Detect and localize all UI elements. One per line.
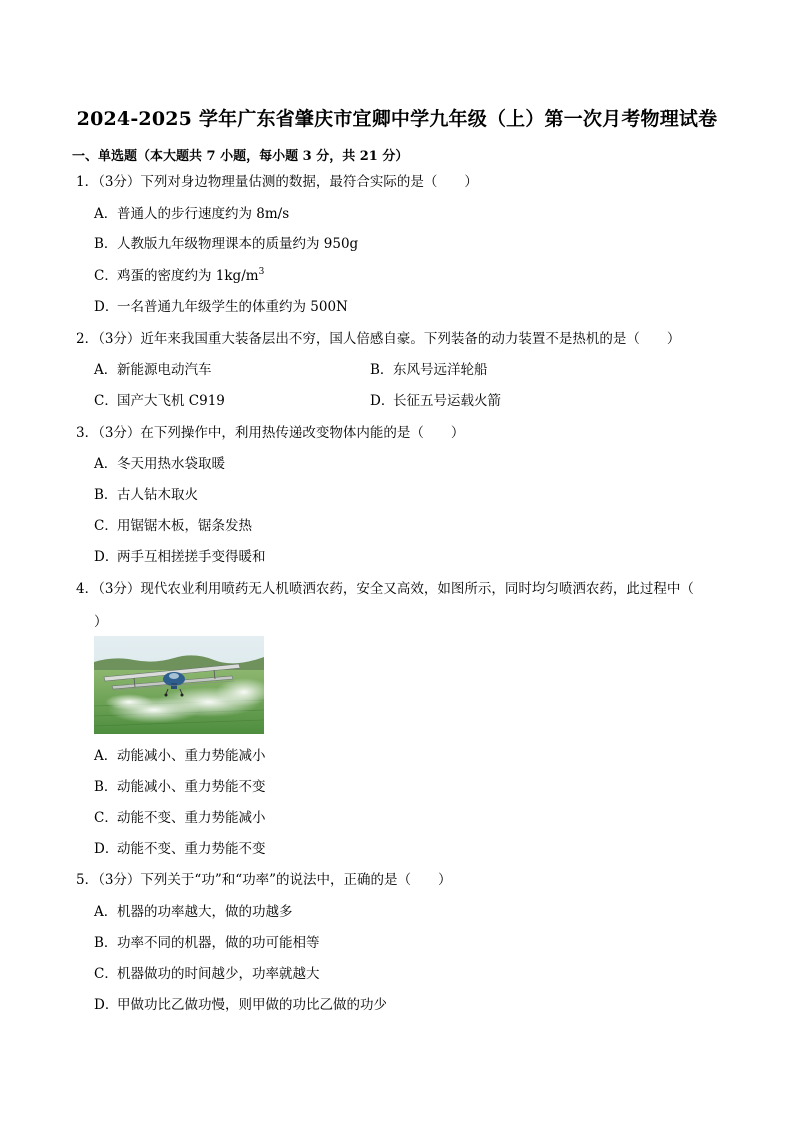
question-5-option-c [94, 965, 320, 983]
question-3-option-c [94, 517, 252, 535]
question-4-option-b [94, 778, 266, 796]
option-letter: B． [94, 236, 118, 252]
question-1-option-a [94, 205, 289, 223]
option-text: 东风号远洋轮船 [393, 362, 488, 378]
question-3-option-b [94, 486, 198, 504]
option-text: 两手互相搓搓手变得暖和 [117, 549, 266, 565]
option-text: 一名普通九年级学生的体重约为 500N [117, 299, 348, 315]
question-2-option-a [94, 361, 212, 379]
question-5-stem: 5．（3分）下列关于“功”和“功率”的说法中，正确的是（ ） [76, 872, 452, 888]
option-letter: A． [94, 362, 118, 378]
option-letter: C． [94, 966, 118, 982]
option-letter: D． [94, 299, 119, 315]
option-text: 人教版九年级物理课本的质量约为 950g [117, 236, 359, 252]
question-2-option-c [94, 392, 225, 410]
question-1-option-d [94, 298, 348, 316]
question-4-stem: 4．（3分）现代农业利用喷药无人机喷洒农药，安全又高效，如图所示，同时均匀喷洒农药，此过程中（ [76, 581, 694, 597]
option-text: 动能减小、重力势能不变 [117, 779, 266, 795]
option-letter: B． [94, 487, 118, 503]
option-letter: C． [94, 518, 118, 534]
question-1-stem: 1．（3分）下列对身边物理量估测的数据，最符合实际的是（ ） [76, 174, 478, 190]
superscript-3: 3 [258, 267, 265, 277]
option-letter: C． [94, 268, 118, 284]
option-letter: B． [370, 362, 394, 378]
option-letter: D． [370, 393, 395, 409]
option-letter: B． [94, 935, 118, 951]
question-5-option-b [94, 934, 320, 952]
option-letter: D． [94, 997, 119, 1013]
question-2-stem: 2．（3分）近年来我国重大装备层出不穷，国人倍感自豪。下列装备的动力装置不是热机的是（ ） [76, 331, 681, 347]
option-letter: A． [94, 206, 118, 222]
option-letter: C． [94, 810, 118, 826]
question-4-option-c [94, 809, 266, 827]
option-letter: D． [94, 549, 119, 565]
question-5-option-d [94, 996, 387, 1014]
option-letter: A． [94, 904, 118, 920]
option-text: 鸡蛋的密度约为 1kg/m [117, 268, 259, 284]
option-text: 用锯锯木板，锯条发热 [117, 518, 252, 534]
option-letter: C． [94, 393, 118, 409]
option-text: 新能源电动汽车 [117, 362, 212, 378]
option-text: 长征五号运载火箭 [393, 393, 501, 409]
option-text: 功率不同的机器，做的功可能相等 [117, 935, 320, 951]
question-3-option-d [94, 548, 266, 566]
section-heading: 一、单选题（本大题共 7 小题，每小题 3 分，共 21 分） [72, 149, 409, 164]
question-3-stem: 3．（3分）在下列操作中，利用热传递改变物体内能的是（ ） [76, 425, 465, 441]
crop-dusting-plane-photo [94, 636, 264, 734]
question-5-option-a [94, 903, 293, 921]
option-text: 甲做功比乙做功慢，则甲做的功比乙做的功少 [117, 997, 387, 1013]
question-3-option-a [94, 455, 225, 473]
option-letter: D． [94, 841, 119, 857]
option-text: 冬天用热水袋取暖 [117, 456, 225, 472]
question-4-option-a [94, 747, 266, 765]
option-text: 机器做功的时间越少，功率就越大 [117, 966, 320, 982]
option-text: 机器的功率越大，做的功越多 [117, 904, 293, 920]
option-letter: B． [94, 779, 118, 795]
question-1-option-b [94, 235, 358, 253]
option-text: 国产大飞机 C919 [117, 393, 225, 409]
option-text: 普通人的步行速度约为 8m/s [117, 206, 290, 222]
option-text: 动能不变、重力势能减小 [117, 810, 266, 826]
question-4-stem-continuation: ） [94, 614, 108, 630]
option-text: 古人钻木取火 [117, 487, 198, 503]
option-letter: A． [94, 748, 118, 764]
question-1-option-c [94, 267, 264, 285]
question-2-option-b [370, 361, 488, 379]
question-2-option-d [370, 392, 501, 410]
page-title: 2024-2025 学年广东省肇庆市宜卿中学九年级（上）第一次月考物理试卷 [76, 108, 718, 130]
option-text: 动能不变、重力势能不变 [117, 841, 266, 857]
question-4-option-d [94, 840, 266, 858]
option-text: 动能减小、重力势能减小 [117, 748, 266, 764]
option-letter: A． [94, 456, 118, 472]
